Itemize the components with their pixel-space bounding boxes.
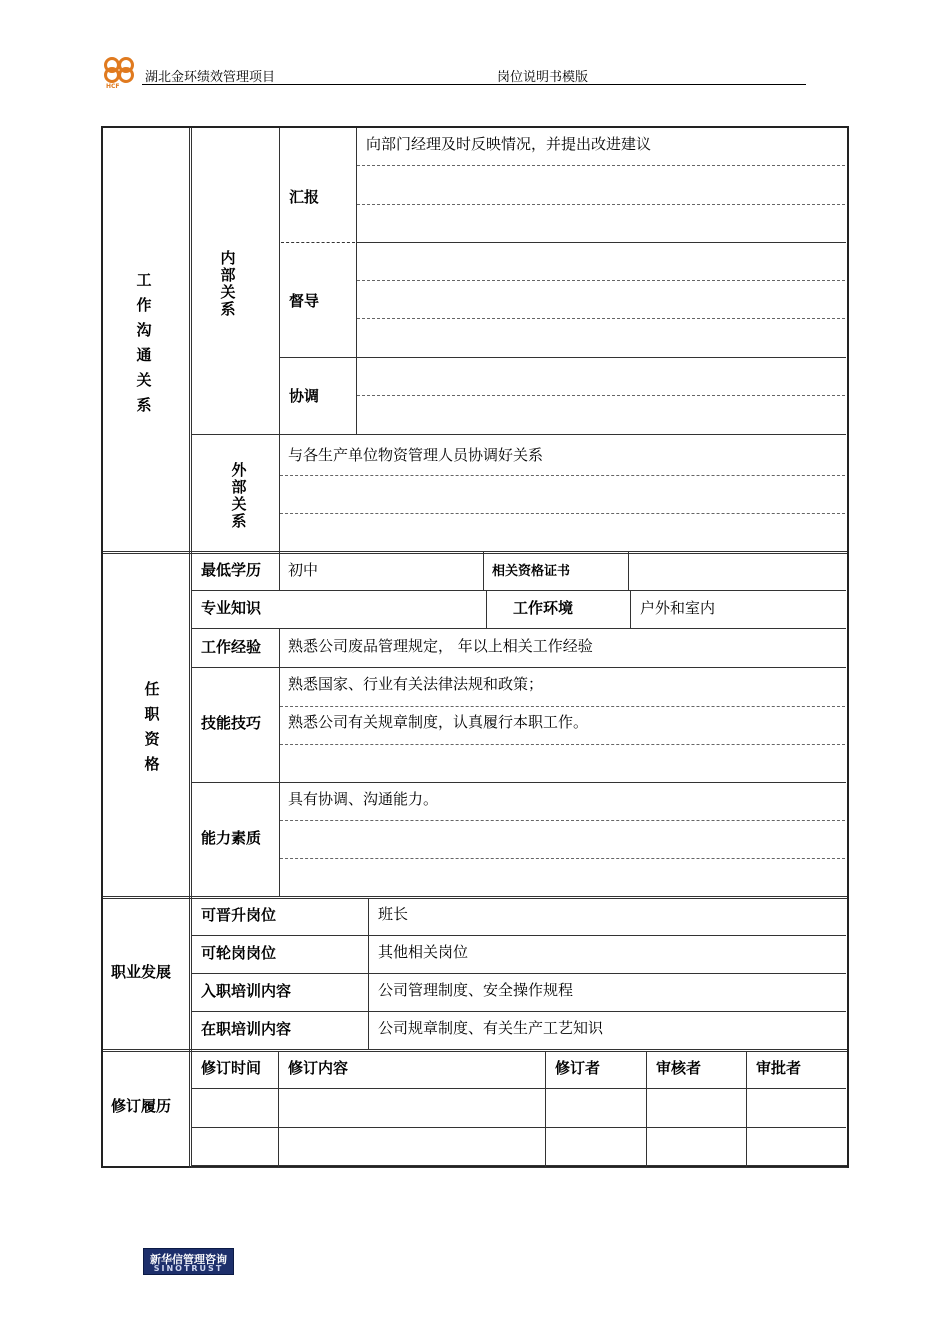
revision-column-time: 修订时间	[201, 1059, 262, 1077]
on-job-training-value: 公司规章制度、有关生产工艺知识	[378, 1019, 604, 1037]
footer-logo-line1: 新华信管理咨询	[150, 1253, 227, 1266]
header-rule	[142, 84, 806, 85]
report-label: 汇报	[289, 188, 320, 206]
report-text: 向部门经理及时反映情况，并提出改进建议	[366, 135, 652, 153]
project-name: 湖北金环绩效管理项目	[145, 70, 276, 85]
environment-value: 户外和室内	[640, 599, 716, 617]
document-title: 岗位说明书模版	[497, 70, 589, 85]
footer-logo-line2: SINOTRUST	[153, 1264, 224, 1273]
internal-relations-label: 内部关系	[220, 249, 236, 318]
external-relations-label: 外部关系	[231, 461, 247, 530]
rotation-value: 其他相关岗位	[378, 943, 469, 961]
environment-label: 工作环境	[513, 599, 574, 617]
skills-line-1: 熟悉国家、行业有关法律法规和政策；	[288, 675, 544, 693]
external-text: 与各生产单位物资管理人员协调好关系	[288, 446, 544, 464]
education-value: 初中	[288, 561, 319, 579]
skills-label: 技能技巧	[201, 714, 262, 732]
logo-caption: HCF	[106, 83, 120, 90]
supervise-label: 督导	[289, 292, 320, 310]
skills-line-2: 熟悉公司有关规章制度，认真履行本职工作。	[288, 713, 589, 731]
section-label-work-communication: 工作沟通关系	[136, 271, 152, 414]
knowledge-label: 专业知识	[201, 599, 262, 617]
section-label-revision: 修订履历	[111, 1097, 172, 1115]
onboarding-training-label: 入职培训内容	[201, 982, 292, 1000]
revision-column-content: 修订内容	[288, 1059, 349, 1077]
divider	[189, 128, 192, 1168]
ability-label: 能力素质	[201, 829, 262, 847]
promotion-value: 班长	[378, 905, 409, 923]
on-job-training-label: 在职培训内容	[201, 1020, 292, 1038]
section-label-career: 职业发展	[111, 963, 172, 981]
ability-value: 具有协调、沟通能力。	[288, 790, 439, 808]
onboarding-training-value: 公司管理制度、安全操作规程	[378, 981, 574, 999]
experience-label: 工作经验	[201, 638, 262, 656]
revision-column-reviewer: 审核者	[656, 1059, 702, 1077]
education-label: 最低学历	[201, 561, 262, 579]
revision-column-reviser: 修订者	[555, 1059, 601, 1077]
certificate-label: 相关资格证书	[492, 564, 571, 579]
revision-column-approver: 审批者	[756, 1059, 802, 1077]
footer-logo	[143, 1248, 234, 1275]
experience-value: 熟悉公司废品管理规定， 年以上相关工作经验	[288, 637, 593, 655]
section-label-qualifications: 任职资格	[144, 680, 160, 773]
rotation-label: 可轮岗岗位	[201, 944, 277, 962]
promotion-label: 可晋升岗位	[201, 906, 277, 924]
coordinate-label: 协调	[289, 387, 320, 405]
